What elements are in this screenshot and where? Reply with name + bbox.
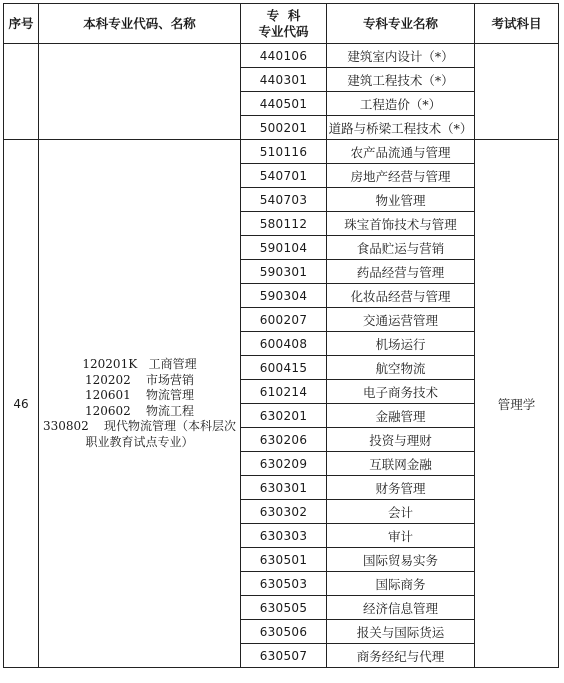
header-seq: 序号	[4, 4, 39, 44]
code-cell: 610214	[241, 380, 327, 404]
code-cell: 630507	[241, 644, 327, 668]
name-cell: 财务管理	[327, 476, 475, 500]
name-cell: 会计	[327, 500, 475, 524]
name-cell: 建筑室内设计（*）	[327, 44, 475, 68]
subject-cell: 管理学	[475, 140, 559, 668]
code-cell: 590301	[241, 260, 327, 284]
code-cell: 600207	[241, 308, 327, 332]
code-cell: 510116	[241, 140, 327, 164]
code-cell: 540703	[241, 188, 327, 212]
name-cell: 房地产经营与管理	[327, 164, 475, 188]
name-cell: 建筑工程技术（*）	[327, 68, 475, 92]
header-code	[241, 4, 327, 44]
name-cell: 电子商务技术	[327, 380, 475, 404]
code-cell: 540701	[241, 164, 327, 188]
name-cell: 报关与国际货运	[327, 620, 475, 644]
name-cell: 国际贸易实务	[327, 548, 475, 572]
name-cell: 化妆品经营与管理	[327, 284, 475, 308]
name-cell: 交通运营管理	[327, 308, 475, 332]
code-cell: 630505	[241, 596, 327, 620]
name-cell: 经济信息管理	[327, 596, 475, 620]
seq-cell: 46	[4, 140, 39, 668]
name-cell: 工程造价（*）	[327, 92, 475, 116]
code-cell: 500201	[241, 116, 327, 140]
code-cell: 600408	[241, 332, 327, 356]
table-header	[4, 4, 559, 44]
code-cell: 630302	[241, 500, 327, 524]
code-cell: 630503	[241, 572, 327, 596]
subject-cell-empty	[475, 44, 559, 140]
undergrad-cell-empty	[39, 44, 241, 140]
code-cell: 440106	[241, 44, 327, 68]
code-cell: 630301	[241, 476, 327, 500]
header-row	[4, 4, 559, 44]
code-cell: 440301	[241, 68, 327, 92]
code-cell: 630209	[241, 452, 327, 476]
code-cell: 590104	[241, 236, 327, 260]
header-subject: 考试科目	[475, 4, 559, 44]
undergrad-major-line: 120602 物流工程	[84, 403, 195, 418]
code-cell: 630501	[241, 548, 327, 572]
seq-cell-empty	[4, 44, 39, 140]
name-cell: 金融管理	[327, 404, 475, 428]
code-cell: 630303	[241, 524, 327, 548]
code-cell: 600415	[241, 356, 327, 380]
name-cell: 投资与理财	[327, 428, 475, 452]
name-cell: 道路与桥梁工程技术（*）	[327, 116, 475, 140]
code-cell: 590304	[241, 284, 327, 308]
name-cell: 审计	[327, 524, 475, 548]
code-cell: 630506	[241, 620, 327, 644]
name-cell: 国际商务	[327, 572, 475, 596]
table-row	[4, 44, 559, 68]
name-cell: 航空物流	[327, 356, 475, 380]
header-name: 专科专业名称	[327, 4, 475, 44]
code-cell: 580112	[241, 212, 327, 236]
major-exam-table	[3, 3, 559, 668]
code-cell: 630201	[241, 404, 327, 428]
code-cell: 440501	[241, 92, 327, 116]
undergrad-major-line: 120201K 工商管理	[82, 357, 197, 371]
name-cell: 物业管理	[327, 188, 475, 212]
code-cell: 630206	[241, 428, 327, 452]
name-cell: 珠宝首饰技术与管理	[327, 212, 475, 236]
undergrad-cell	[39, 140, 241, 668]
undergrad-major-line: 120202 市场营销	[84, 372, 195, 387]
name-cell: 机场运行	[327, 332, 475, 356]
header-undergrad: 本科专业代码、名称	[39, 4, 241, 44]
undergrad-major-line: 120601 物流管理	[84, 388, 195, 402]
name-cell: 商务经纪与代理	[327, 644, 475, 668]
name-cell: 农产品流通与管理	[327, 140, 475, 164]
header-code-line1: 专 科	[266, 7, 301, 23]
name-cell: 互联网金融	[327, 452, 475, 476]
table-body	[4, 44, 559, 668]
undergrad-major-line: 330802 现代物流管理（本科层次职业教育试点专业）	[42, 419, 237, 449]
table-row	[4, 140, 559, 164]
name-cell: 食品贮运与营销	[327, 236, 475, 260]
name-cell: 药品经营与管理	[327, 260, 475, 284]
header-code-line2: 专业代码	[258, 23, 309, 39]
